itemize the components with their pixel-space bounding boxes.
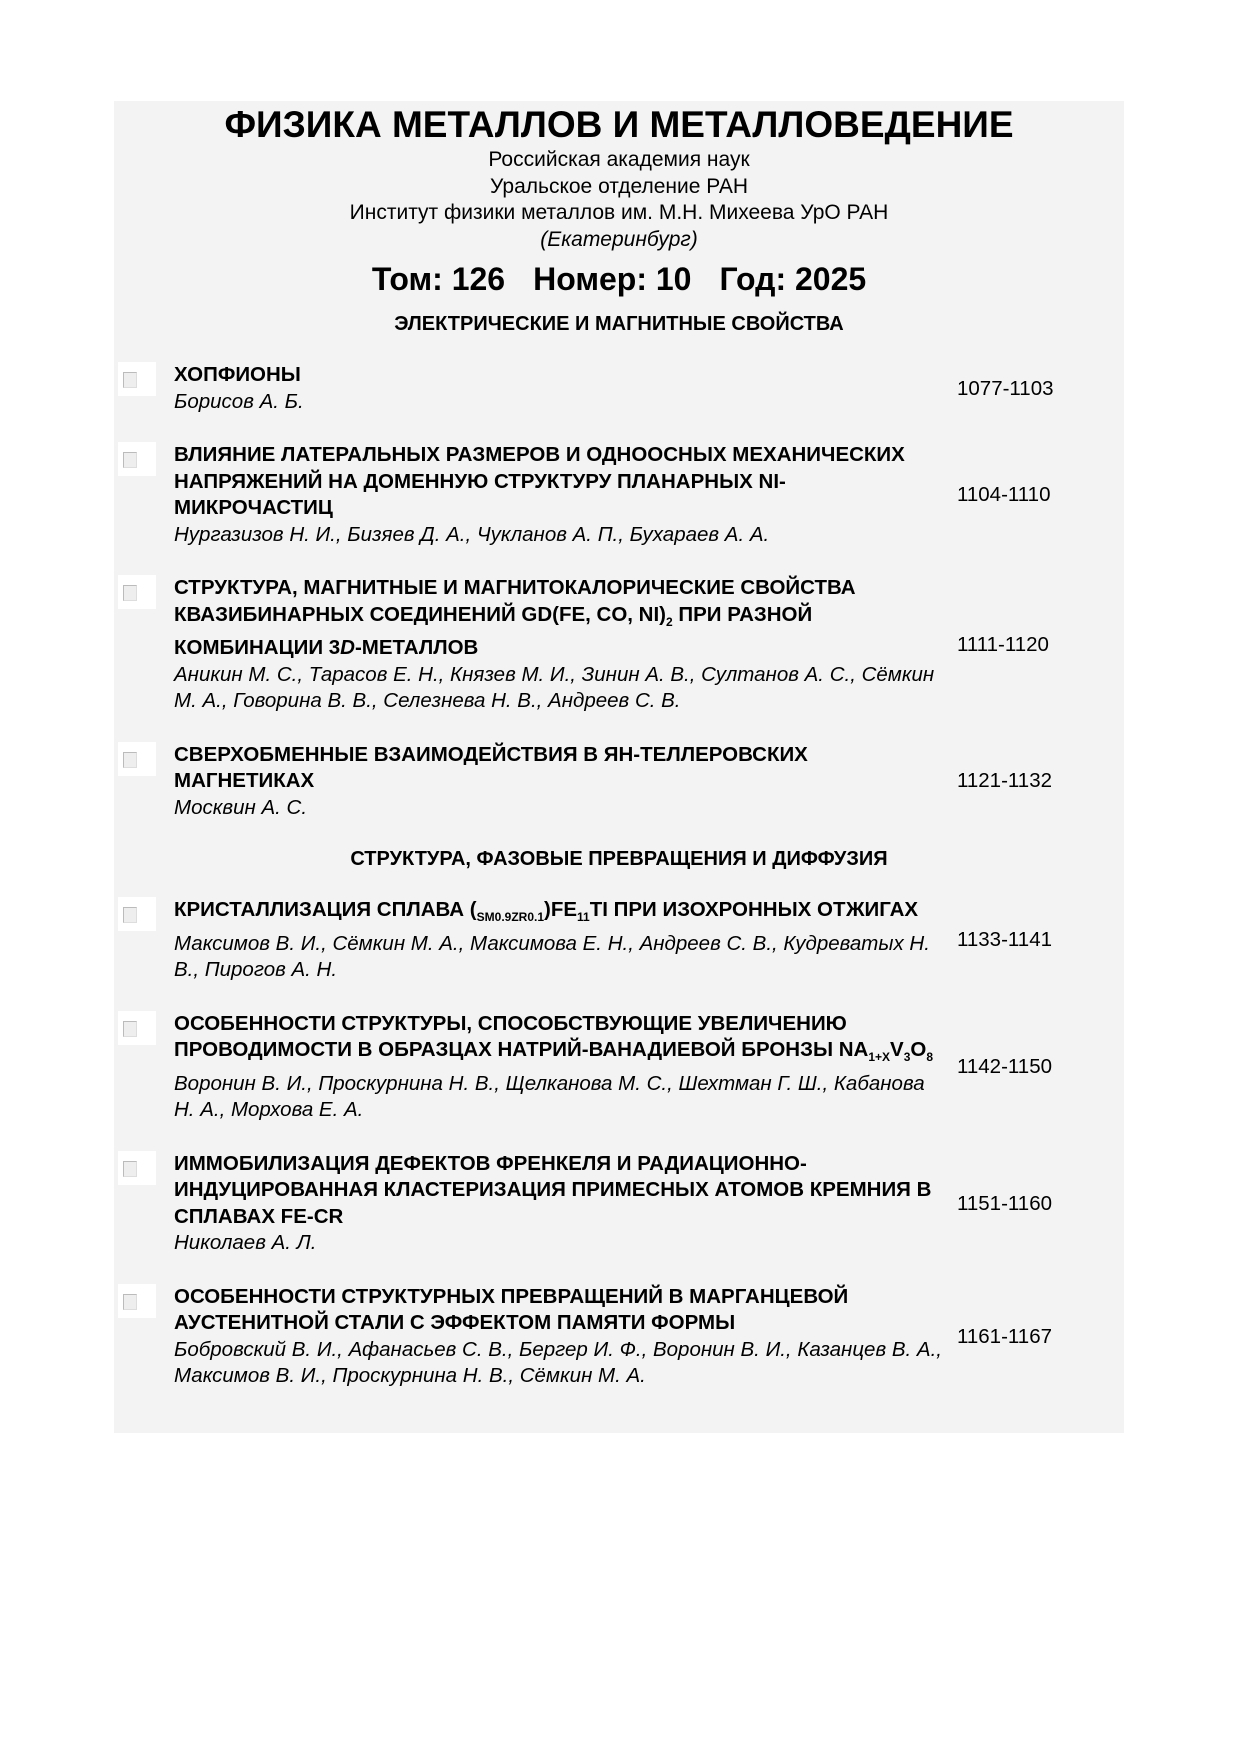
title-segment: -МЕТАЛЛОВ: [354, 636, 479, 660]
checkbox[interactable]: [118, 742, 156, 776]
title-segment: V: [890, 1038, 904, 1062]
article-title[interactable]: [174, 362, 944, 389]
checkbox[interactable]: [118, 897, 156, 931]
title-segment: СВЕРХОБМЕННЫЕ ВЗАИМОДЕЙСТВИЯ В ЯН-ТЕЛЛЕРОВСКИХ МАГНЕТИКАХ: [174, 742, 808, 793]
article-entry: [114, 1284, 1124, 1390]
article-authors: Москвин А. С.: [174, 795, 308, 819]
article-pages: 1104-1110: [957, 483, 1051, 506]
checkbox-icon: [123, 1294, 137, 1310]
article-body: [174, 575, 944, 715]
title-segment: ИММОБИЛИЗАЦИЯ ДЕФЕКТОВ ФРЕНКЕЛЯ И РАДИАЦИОННО-ИНДУЦИРОВАННАЯ КЛАСТЕРИЗАЦИЯ ПРИМЕСНЫХ АТОМОВ КРЕМНИЯ В СПЛАВАХ FE-CR: [174, 1151, 932, 1228]
checkbox-icon: [123, 1021, 137, 1037]
article-body: [174, 1151, 944, 1257]
title-segment: TI ПРИ ИЗОХРОННЫХ ОТЖИГАХ: [589, 898, 919, 922]
article-title[interactable]: [174, 575, 944, 662]
article-authors: Борисов А. Б.: [174, 389, 304, 413]
title-segment: ОСОБЕННОСТИ СТРУКТУРЫ, СПОСОБСТВУЮЩИЕ УВЕЛИЧЕНИЮ ПРОВОДИМОСТИ В ОБРАЗЦАХ НАТРИЙ-ВАНАДИЕВОЙ БРОНЗЫ NA: [174, 1011, 869, 1062]
title-segment: ПРИ РАЗНОЙ КОМБИНАЦИИ 3: [174, 602, 813, 660]
article-pages: 1151-1160: [957, 1191, 1052, 1215]
article-entry: [114, 362, 1124, 415]
article-authors: Максимов В. И., Сёмкин М. А., Максимова Е. Н., Андреев С. В., Кудреватых Н. В., Пирогов А. Н.: [174, 931, 930, 982]
article-entry: [114, 1151, 1124, 1257]
checkbox-icon: [123, 1161, 137, 1177]
checkbox-icon: [123, 752, 137, 768]
article-body: [174, 442, 944, 548]
article-body: [174, 1284, 944, 1390]
article-entry: [114, 742, 1124, 822]
article-pages: 1077-1103: [957, 376, 1054, 400]
checkbox[interactable]: [118, 442, 156, 476]
journal-contents-panel: [114, 101, 1124, 1433]
article-pages: 1133-1141: [957, 928, 1052, 952]
article-pages: 1161-1167: [957, 1324, 1052, 1348]
title-segment: 2: [666, 614, 673, 629]
article-body: [174, 362, 944, 415]
article-pages: 1142-1150: [957, 1055, 1052, 1079]
article-body: [174, 1011, 944, 1124]
title-segment: 1+X: [868, 1050, 891, 1065]
checkbox-icon: [123, 372, 137, 388]
checkbox[interactable]: [118, 1151, 156, 1185]
issue-number: Номер: 10: [533, 261, 692, 297]
title-segment: O: [910, 1038, 927, 1062]
year: Год: 2025: [719, 261, 867, 297]
section-heading: СТРУКТУРА, ФАЗОВЫЕ ПРЕВРАЩЕНИЯ И ДИФФУЗИЯ: [350, 848, 888, 871]
sections: [114, 313, 1124, 1390]
article-authors: Нургазизов Н. И., Бизяев Д. А., Чукланов А. П., Бухараев А. А.: [174, 522, 770, 546]
org-academy: Российская академия наук: [488, 148, 750, 171]
article-title[interactable]: [174, 1011, 944, 1071]
section-heading: ЭЛЕКТРИЧЕСКИЕ И МАГНИТНЫЕ СВОЙСТВА: [394, 313, 844, 335]
article-authors: Аникин М. С., Тарасов Е. Н., Князев М. И., Зинин А. В., Султанов А. С., Сёмкин М. А., Говорина В. В., Селезнева Н. В., Андреев С. В.: [174, 662, 935, 713]
article-authors: Николаев А. Л.: [174, 1231, 317, 1255]
article-title[interactable]: [174, 742, 944, 795]
checkbox[interactable]: [118, 362, 156, 396]
title-segment: СТРУКТУРА, МАГНИТНЫЕ И МАГНИТОКАЛОРИЧЕСКИЕ СВОЙСТВА КВАЗИБИНАРНЫХ СОЕДИНЕНИЙ GD(FE, CO, NI): [174, 576, 856, 626]
article-body: [174, 897, 944, 984]
org-institute: Институт физики металлов им. М.Н. Михеева УрО РАН: [349, 201, 889, 224]
article-authors: Воронин В. И., Проскурнина Н. В., Щелканова М. С., Шехтман Г. Ш., Кабанова Н. А., Морхова Е. А.: [174, 1071, 925, 1122]
title-segment: SM0.9ZR0.1: [476, 910, 544, 925]
article-body: [174, 742, 944, 822]
article-title[interactable]: [174, 442, 944, 522]
article-entry: [114, 442, 1124, 548]
title-segment: ВЛИЯНИЕ ЛАТЕРАЛЬНЫХ РАЗМЕРОВ И ОДНООСНЫХ МЕХАНИЧЕСКИХ НАПРЯЖЕНИЙ НА ДОМЕННУЮ СТРУКТУРУ ПЛАНАРНЫХ NI-МИКРОЧАСТИЦ: [174, 443, 905, 519]
city: (Екатеринбург): [540, 227, 698, 251]
title-segment: D: [340, 636, 355, 660]
checkbox-icon: [123, 585, 137, 601]
title-segment: ХОПФИОНЫ: [174, 363, 301, 386]
checkbox[interactable]: [118, 1011, 156, 1045]
title-segment: 3: [903, 1050, 911, 1065]
title-segment: 11: [577, 910, 590, 925]
org-branch: Уральское отделение РАН: [490, 174, 748, 198]
article-title[interactable]: [174, 1284, 944, 1337]
article-pages: 1111-1120: [957, 632, 1049, 656]
article-title[interactable]: [174, 1151, 944, 1231]
article-pages: 1121-1132: [957, 769, 1052, 793]
article-entry: [114, 897, 1124, 984]
checkbox[interactable]: [118, 1284, 156, 1318]
volume: Том: 126: [371, 261, 506, 297]
journal-header: [114, 103, 1124, 299]
checkbox-icon: [123, 452, 137, 468]
article-entry: [114, 1011, 1124, 1124]
article-entry: [114, 575, 1124, 715]
checkbox[interactable]: [118, 575, 156, 609]
article-title[interactable]: [174, 897, 944, 931]
title-segment: ОСОБЕННОСТИ СТРУКТУРНЫХ ПРЕВРАЩЕНИЙ В МАРГАНЦЕВОЙ АУСТЕНИТНОЙ СТАЛИ С ЭФФЕКТОМ ПАМЯТИ ФОРМЫ: [174, 1284, 849, 1335]
title-segment: 8: [926, 1050, 934, 1065]
title-segment: КРИСТАЛЛИЗАЦИЯ СПЛАВА (: [174, 898, 477, 922]
issue-info: [114, 259, 1124, 299]
journal-title: ФИЗИКА МЕТАЛЛОВ И МЕТАЛЛОВЕДЕНИЕ: [224, 104, 1014, 145]
title-segment: )FE: [544, 898, 578, 922]
article-authors: Бобровский В. И., Афанасьев С. В., Бергер И. Ф., Воронин В. И., Казанцев В. А., Максимов В. И., Проскурнина Н. В., Сёмкин М. А.: [174, 1337, 942, 1388]
checkbox-icon: [123, 907, 137, 923]
